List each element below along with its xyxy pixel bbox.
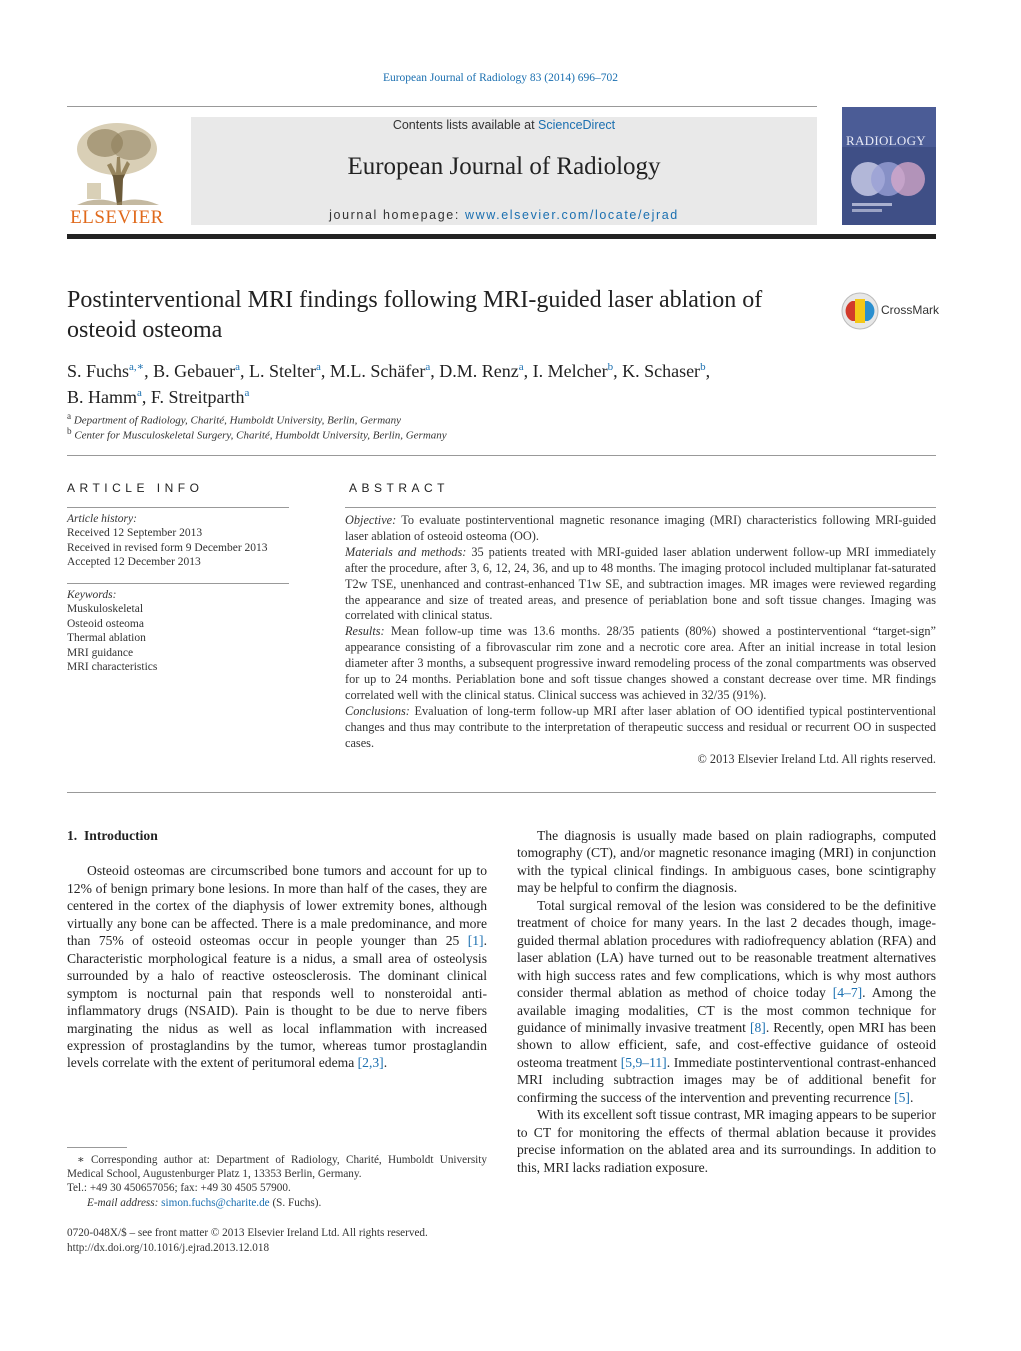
author-affil-mark[interactable]: a [425,361,431,373]
author-affil-mark[interactable]: a [518,361,524,373]
article-info-heading: ARTICLE INFO [67,481,204,495]
header-bottom-rule [67,234,936,239]
journal-citation[interactable]: European Journal of Radiology 83 (2014) 696–702 [382,72,619,84]
journal-cover-image [842,107,936,225]
crossmark-badge[interactable] [840,291,940,331]
abstract-body [345,513,936,768]
keyword: Osteoid osteoma [67,617,144,630]
citation-link[interactable]: [4–7] [832,985,863,1001]
author-affil-mark[interactable]: a,∗ [129,361,145,373]
abstract-heading: ABSTRACT [349,481,450,495]
keywords-label: Keywords: [67,589,117,601]
author: K. Schaser$^b$, [622,361,711,381]
journal-cover-thumbnail[interactable] [842,107,936,225]
intro-paragraph-4: With its excellent soft tissue contrast, MR imaging appears to be superior to CT for monitoring the effects of thermal ablation because it provides precise information on the ablated area and its surroundings. In addition to this, MRI lacks radiation exposure. [517,1107,936,1175]
intro-paragraph-1: Osteoid osteomas are circumscribed bone tumors and account for up to 12% of benign primary bone lesions. In more than half of the cases, they are centered in the cortex of the diaphysis of lower extremity bones, although virtually any bone can be affected. There is a male predominance, and more than 75% of osteoid osteomas occur in people younger than 25 [1]. Characteristic morphological feature is a nidus, a small area of osteolysis surrounded by a halo of reactive osteosclerosis. The dominant clinical symptom is nocturnal pain that responds well to nonsteroidal anti-inflammatory drugs (NSAID). Pain is thought to be due to nerve fibers marginating the nidus as well as local inflammation with increased expression of prostaglandins by the tumor, whereas tumor prostaglandin levels correlate with the extent of peritumoral edema [2,3]. [67,863,487,1071]
author-affil-mark[interactable]: b [607,361,614,373]
author: F. Streitparth$^a$ [150,387,250,407]
body-column-right [517,827,936,1176]
contents-prefix: Contents lists available at [392,118,539,132]
cover-title: RADIOLOGY [846,133,926,148]
journal-homepage [191,208,817,222]
author: M.L. Schäfer$^a$, [329,361,440,381]
keyword: Thermal ablation [67,632,146,645]
citation-link[interactable]: [5,9–11] [620,1054,667,1070]
section-heading: 1. Introduction [67,828,158,843]
abstract-rule [345,507,936,508]
history-accepted: Accepted 12 December 2013 [67,556,201,569]
body-column-left [67,827,487,1072]
elsevier-logo[interactable] [67,117,167,227]
journal-name: European Journal of Radiology [347,153,661,180]
keywords-rule [67,583,289,584]
author-affil-mark[interactable]: a [137,387,142,399]
contact-numbers: Tel.: +49 30 450657056; fax: +49 30 4505 57900. [67,1182,291,1195]
article-info-rule [67,507,289,508]
keyword: MRI characteristics [67,661,158,674]
citation-link[interactable]: [5] [894,1089,910,1105]
author: B. Gebauer$^a$, [153,361,249,381]
abstract-objective: Objective: To evaluate postinterventional magnetic resonance imaging (MRI) characteristics following MRI-guided laser ablation of osteoid osteoma (OO). [345,513,936,543]
footnote-rule [67,1147,127,1148]
author-affil-mark[interactable]: a [315,361,321,373]
crossmark-label: CrossMark [881,303,940,317]
history-label: Article history: [67,513,137,525]
abstract-conclusions: Conclusions: Evaluation of long-term follow-up MRI after laser ablation of OO identified typical postinterventional changes and thus may contribute to the interpretation of therapeutic success and residual or recurrent OO in suspected cases. [345,703,936,750]
author: I. Melcher$^b$, [532,361,623,381]
header-top-rule [67,106,817,107]
citation-link[interactable]: [2,3] [357,1055,384,1071]
intro-paragraph-3: Total surgical removal of the lesion was considered to be the definitive treatment of choice for many years. In the last 2 decades though, image-guided thermal ablation procedures with radiofrequency ablation (RFA) and laser ablation (LA) have turned out to be reasonable treatment alternatives with high success rates and few complications, which is why most authors consider thermal ablation as method of choice today [4–7]. Among the available imaging modalities, CT is the most common technique for guidance of minimally invasive treatment [8]. Recently, open MRI has been shown to allow efficient, safe, and cost-effective guidance of osteoid osteoma treatment [5,9–11]. Immediate postinterventional contrast-enhanced MRI including subtraction images may be of additional benefit for confirming the success of the intervention and preventing recurrence [5]. [517,897,937,1105]
sciencedirect-link[interactable]: ScienceDirect [538,118,616,132]
email-line: E-mail address: simon.fuchs@charite.de (S. Fuchs). [87,1196,322,1209]
keywords [67,588,289,674]
history-revised: Received in revised form 9 December 2013 [67,541,268,554]
author: L. Stelter$^a$, [248,361,330,381]
affiliation-b: $^b$ Center for Musculoskeletal Surgery, Charité, Humboldt University, Berlin, Germany [67,426,447,442]
keyword: Muskuloskeletal [67,603,144,616]
affiliation-a: $^a$ Department of Radiology, Charité, Humboldt University, Berlin, Germany [67,411,402,427]
author: B. Hamm$^a$, [67,387,151,407]
abstract-results: Results: Mean follow-up time was 13.6 months. 28/35 patients (80%) showed a postinterventional “target-sign” appearance consisting of a fibrovascular rim zone and a necrotic core area. After an initial increase in total lesion diameter after 3 months, a subsequent progressive inward remodeling process of the zonal compartments was observed for up to 24 months. Periablation bone and soft tissue changes showed a constant decrease over time. MR findings correlated well with the clinical status. Clinical success was achieved in 32/35 (91%). [345,624,936,702]
doi-link[interactable]: http://dx.doi.org/10.1016/j.ejrad.2013.12.018 [67,1242,270,1254]
abstract-copyright: © 2013 Elsevier Ireland Ltd. All rights reserved. [697,751,936,766]
affiliation-rule [67,455,936,456]
corresponding-author-footnote: ∗ Corresponding author at: Department of Radiology, Charité, Humboldt University Medical School, Augustenburger Platz 1, 13353 Berlin, Germany. Tel.: +49 30 450657056; fax: +49 30 4505 57900. E-mail address: simon.fuchs@charite.de (S. Fuchs). [67,1154,487,1209]
author: S. Fuchs$^{a,∗}$, [67,361,154,381]
author: D.M. Renz$^a$, [439,361,533,381]
abstract-bottom-rule [67,792,936,793]
citation-link[interactable]: [1] [467,933,484,949]
elsevier-wordmark: ELSEVIER [70,207,164,228]
homepage-prefix: journal homepage: [329,208,465,222]
crossmark-icon [840,291,880,331]
keyword: MRI guidance [67,646,134,659]
author-list [67,356,827,408]
author-affil-mark[interactable]: a [244,387,250,399]
homepage-link[interactable]: www.elsevier.com/locate/ejrad [464,208,679,222]
history-received: Received 12 September 2013 [67,527,203,540]
issn-line: 0720-048X/$ – see front matter © 2013 Elsevier Ireland Ltd. All rights reserved. [67,1227,428,1239]
author-affil-mark[interactable]: b [700,361,706,373]
article-title: Postinterventional MRI findings following MRI-guided laser ablation of osteoid osteoma [67,287,763,343]
citation-link[interactable]: [8] [749,1019,766,1035]
article-history [67,512,289,570]
intro-paragraph-2: The diagnosis is usually made based on plain radiographs, computed tomography (CT), and/or magnetic resonance imaging (MRI) in conjunction with the typical clinical findings. In ambiguous cases, bone scintigraphy may be helpful to confirm the diagnosis. [517,828,936,896]
contents-line [191,118,817,132]
abstract-methods: Materials and methods: 35 patients treated with MRI-guided laser ablation underwent follow-up MRI immediately after the procedure, after 3, 6, 12, 24, 36, and up to 48 months. The imaging protocol included multiplanar fat-saturated T2w TSE, unenhanced and contrast-enhanced T1w SE, and subtraction images. MR images were reviewed regarding the appearance and size of treated areas, and presence of periablation bone and soft tissue changes. Imaging was correlated with clinical status. [345,544,936,623]
email-link[interactable]: simon.fuchs@charite.de [161,1196,270,1209]
author-affil-mark[interactable]: a [235,361,240,373]
